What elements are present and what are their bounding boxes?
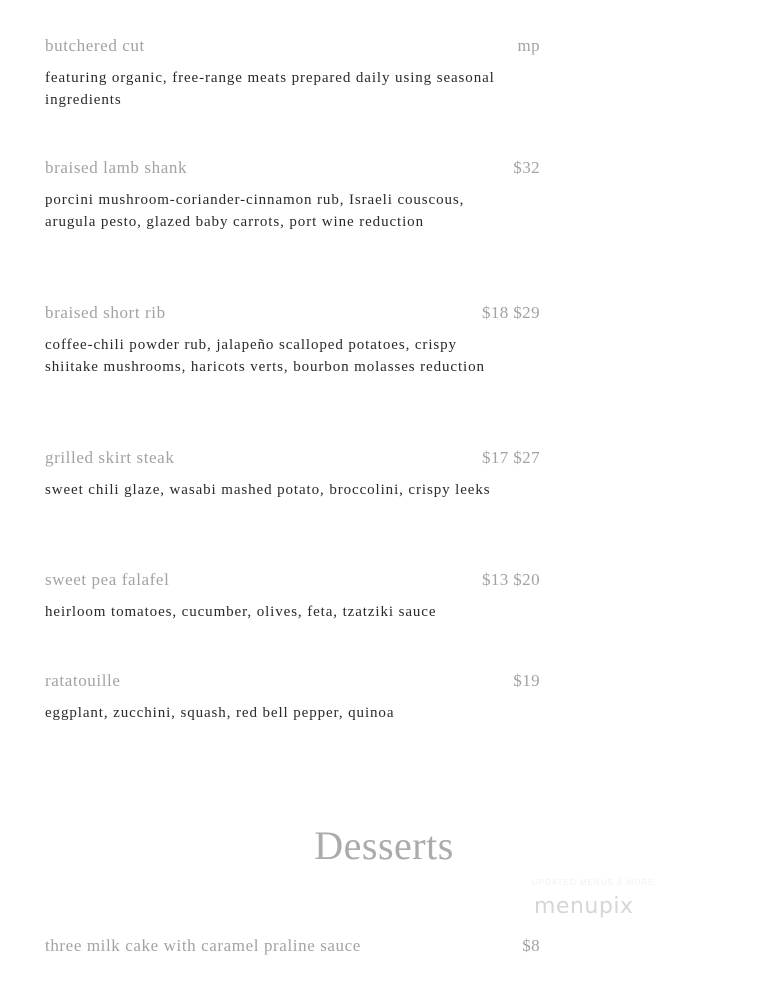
item-price: mp: [517, 36, 540, 55]
watermark-tagline: UPDATED MENUS & MORE: [532, 878, 655, 887]
item-description: featuring organic, free-range meats prepared daily using seasonal ingredients: [45, 70, 495, 108]
item-name: ratatouille: [45, 671, 121, 690]
watermark-logo: menupix: [534, 894, 634, 919]
item-name: grilled skirt steak: [45, 448, 175, 467]
menu-item-grilled-skirt-steak: [45, 448, 540, 501]
menu-item-braised-lamb-shank: [45, 158, 540, 233]
item-price: $17 $27: [481, 448, 540, 467]
item-description: coffee-chili powder rub, jalapeño scalloped potatoes, crispy shiitake mushrooms, haricots verts, bourbon molasses reduction: [45, 337, 485, 375]
item-name: three milk cake with caramel praline sauce: [45, 936, 361, 955]
item-name: sweet pea falafel: [45, 570, 170, 589]
menu-item-three-milk-cake: [45, 936, 540, 960]
item-name: braised lamb shank: [45, 158, 188, 177]
item-name: braised short rib: [45, 303, 166, 322]
item-description: sweet chili glaze, wasabi mashed potato, broccolini, crispy leeks: [45, 482, 491, 498]
item-description: eggplant, zucchini, squash, red bell pepper, quinoa: [45, 705, 395, 721]
menupix-watermark: [522, 876, 692, 932]
item-price: $13 $20: [481, 570, 540, 589]
menu-item-braised-short-rib: [45, 303, 540, 378]
menu-item-sweet-pea-falafel: [45, 570, 540, 623]
item-name: butchered cut: [45, 36, 145, 55]
item-price: $18 $29: [481, 303, 540, 322]
item-price: $19: [513, 671, 540, 690]
item-price: $32: [513, 158, 540, 177]
item-price: $8: [522, 936, 540, 955]
menu-item-butchered-cut: [45, 36, 540, 111]
item-description: porcini mushroom-coriander-cinnamon rub, Israeli couscous, arugula pesto, glazed baby carrots, port wine reduction: [45, 192, 465, 230]
section-title-desserts: Desserts: [314, 823, 454, 868]
menu-item-ratatouille: [45, 671, 540, 724]
item-description: heirloom tomatoes, cucumber, olives, feta, tzatziki sauce: [45, 604, 437, 620]
